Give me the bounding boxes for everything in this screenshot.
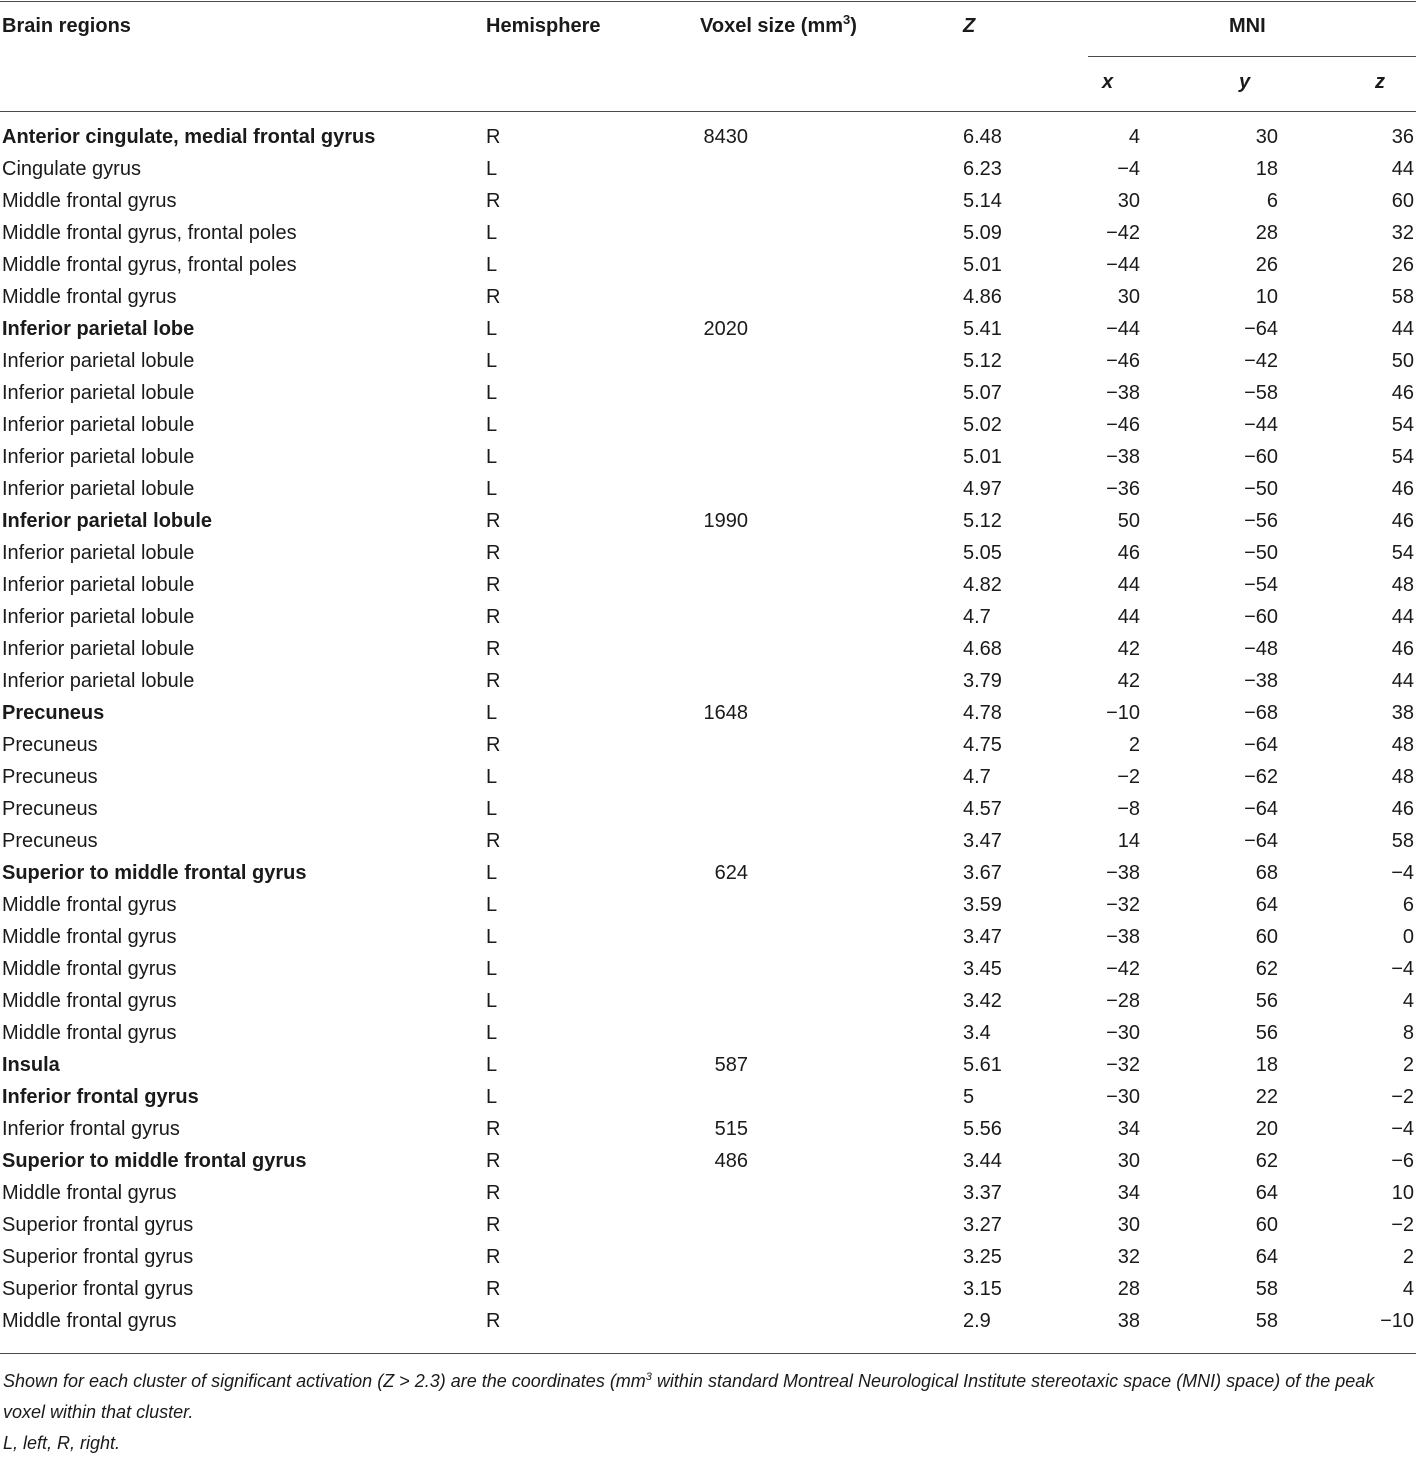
- header-y: y: [1239, 71, 1251, 93]
- header-x: x: [1102, 71, 1114, 93]
- cell-brain-region: Inferior frontal gyrus: [2, 1086, 199, 1108]
- cell-mni-z: 58: [1391, 286, 1414, 308]
- cell-mni-z: 48: [1391, 734, 1414, 756]
- cell-z-score: 4.68: [963, 638, 1002, 660]
- cell-z-score: 3.79: [963, 670, 1002, 692]
- cell-hemisphere: R: [486, 638, 501, 660]
- cell-brain-region: Cingulate gyrus: [2, 158, 141, 180]
- cell-z-score: 5.05: [963, 542, 1002, 564]
- cell-mni-z: −2: [1391, 1086, 1414, 1108]
- cell-brain-region: Superior frontal gyrus: [2, 1278, 194, 1300]
- cell-mni-y: −50: [1244, 542, 1278, 564]
- cell-z-score: 6.48: [963, 126, 1002, 148]
- cell-mni-x: −10: [1106, 702, 1140, 724]
- cell-brain-region: Inferior parietal lobule: [2, 542, 195, 564]
- cell-z-score: 4.97: [963, 478, 1002, 500]
- cell-hemisphere: R: [486, 1118, 501, 1140]
- table-row: [0, 569, 1416, 601]
- header-bottom-rule: [0, 111, 1416, 112]
- table-row: [0, 729, 1416, 761]
- table-row: [0, 153, 1416, 185]
- cell-mni-x: 14: [1117, 830, 1140, 852]
- cell-mni-x: 34: [1117, 1182, 1140, 1204]
- cell-voxel-size: 1990: [703, 510, 748, 532]
- table-body: [0, 121, 1416, 1337]
- table-row: [0, 441, 1416, 473]
- cell-mni-z: 54: [1391, 542, 1414, 564]
- cell-brain-region: Middle frontal gyrus: [2, 190, 177, 212]
- cell-hemisphere: R: [486, 190, 501, 212]
- cell-mni-x: 44: [1117, 606, 1140, 628]
- header-hemisphere: Hemisphere: [486, 15, 601, 37]
- cell-hemisphere: L: [486, 958, 498, 980]
- cell-mni-z: −10: [1380, 1310, 1414, 1332]
- cell-z-score: 4.75: [963, 734, 1002, 756]
- cell-mni-z: −2: [1391, 1214, 1414, 1236]
- cell-mni-y: 30: [1255, 126, 1278, 148]
- cell-brain-region: Precuneus: [2, 830, 98, 852]
- cell-hemisphere: R: [486, 1182, 501, 1204]
- table-row: [0, 249, 1416, 281]
- cell-mni-x: −30: [1106, 1086, 1140, 1108]
- cell-voxel-size: 486: [714, 1150, 748, 1172]
- cell-mni-y: −56: [1244, 510, 1278, 532]
- table-row: [0, 1113, 1416, 1145]
- table-row: [0, 1305, 1416, 1337]
- cell-mni-z: 32: [1391, 222, 1414, 244]
- cell-brain-region: Precuneus: [2, 734, 98, 756]
- cell-hemisphere: L: [486, 222, 498, 244]
- cell-z-score: 5: [963, 1086, 975, 1108]
- table-footnote: Shown for each cluster of significant activation (Z > 2.3) are the coordinates ($mm^3$ within standard Montreal Neurological Institute stereotaxic space (MNI) space) of the peak voxel within that cluster.: [3, 1371, 1375, 1422]
- cell-mni-y: 28: [1255, 222, 1278, 244]
- cell-mni-y: −62: [1244, 766, 1278, 788]
- cell-mni-z: 4: [1402, 1278, 1414, 1300]
- cell-mni-x: 30: [1117, 190, 1140, 212]
- cell-mni-y: 22: [1255, 1086, 1278, 1108]
- table-row: [0, 505, 1416, 537]
- cell-hemisphere: L: [486, 1086, 498, 1108]
- cell-z-score: 5.07: [963, 382, 1002, 404]
- cell-mni-x: 30: [1117, 286, 1140, 308]
- cell-hemisphere: R: [486, 574, 501, 596]
- cell-mni-z: 46: [1391, 478, 1414, 500]
- cell-mni-z: 44: [1391, 670, 1414, 692]
- cell-z-score: 5.12: [963, 350, 1002, 372]
- cell-hemisphere: R: [486, 126, 501, 148]
- cell-mni-y: −54: [1244, 574, 1278, 596]
- cell-z-score: 2.9: [963, 1310, 991, 1332]
- cell-z-score: 3.59: [963, 894, 1002, 916]
- table-row: [0, 1273, 1416, 1305]
- cell-mni-z: 2: [1402, 1246, 1414, 1268]
- cell-z-score: 3.45: [963, 958, 1002, 980]
- cell-hemisphere: L: [486, 158, 498, 180]
- cell-z-score: 5.56: [963, 1118, 1002, 1140]
- header-brain-regions: Brain regions: [2, 15, 131, 37]
- cell-hemisphere: R: [486, 1310, 501, 1332]
- cell-mni-y: 62: [1255, 958, 1278, 980]
- cell-mni-y: 58: [1255, 1278, 1278, 1300]
- cell-mni-y: −64: [1244, 830, 1278, 852]
- cell-mni-y: 58: [1255, 1310, 1278, 1332]
- cell-mni-x: −38: [1106, 382, 1140, 404]
- cell-mni-z: 0: [1402, 926, 1414, 948]
- cell-mni-x: −30: [1106, 1022, 1140, 1044]
- cell-mni-x: −2: [1117, 766, 1140, 788]
- cell-brain-region: Inferior parietal lobe: [2, 318, 195, 340]
- table-row: [0, 953, 1416, 985]
- table-row: [0, 217, 1416, 249]
- cell-z-score: 6.23: [963, 158, 1002, 180]
- cell-brain-region: Middle frontal gyrus: [2, 1182, 177, 1204]
- cell-brain-region: Middle frontal gyrus: [2, 1022, 177, 1044]
- table-row: [0, 281, 1416, 313]
- cell-mni-x: −38: [1106, 926, 1140, 948]
- cell-mni-x: 2: [1128, 734, 1140, 756]
- cell-mni-x: 32: [1117, 1246, 1140, 1268]
- cell-hemisphere: L: [486, 318, 498, 340]
- cell-z-score: 5.14: [963, 190, 1002, 212]
- cell-brain-region: Middle frontal gyrus, frontal poles: [2, 222, 297, 244]
- cell-brain-region: Inferior parietal lobule: [2, 670, 195, 692]
- cell-mni-y: 10: [1255, 286, 1278, 308]
- cell-brain-region: Inferior parietal lobule: [2, 638, 195, 660]
- cell-mni-y: −50: [1244, 478, 1278, 500]
- table-row: [0, 921, 1416, 953]
- mni-span-rule: [1088, 56, 1416, 57]
- cell-voxel-size: 515: [714, 1118, 748, 1140]
- cell-hemisphere: L: [486, 798, 498, 820]
- table-row: [0, 185, 1416, 217]
- cell-brain-region: Insula: [2, 1054, 60, 1076]
- cell-mni-z: −4: [1391, 862, 1414, 884]
- cell-mni-x: −42: [1106, 958, 1140, 980]
- cell-mni-y: 68: [1255, 862, 1278, 884]
- cell-mni-x: 30: [1117, 1150, 1140, 1172]
- cell-z-score: 5.61: [963, 1054, 1002, 1076]
- cell-mni-y: −64: [1244, 798, 1278, 820]
- cell-brain-region: Inferior parietal lobule: [2, 414, 195, 436]
- cell-hemisphere: L: [486, 894, 498, 916]
- table-row: [0, 409, 1416, 441]
- cell-hemisphere: L: [486, 1022, 498, 1044]
- cell-mni-z: 48: [1391, 766, 1414, 788]
- cell-mni-y: 18: [1255, 158, 1278, 180]
- cell-mni-x: 34: [1117, 1118, 1140, 1140]
- cell-brain-region: Middle frontal gyrus: [2, 958, 177, 980]
- cell-brain-region: Middle frontal gyrus: [2, 286, 177, 308]
- table-row: [0, 1049, 1416, 1081]
- cell-mni-z: 44: [1391, 318, 1414, 340]
- cell-mni-x: −46: [1106, 350, 1140, 372]
- table-row: [0, 761, 1416, 793]
- cell-brain-region: Inferior parietal lobule: [2, 606, 195, 628]
- cell-voxel-size: 2020: [703, 318, 748, 340]
- cell-mni-x: −8: [1117, 798, 1140, 820]
- cell-brain-region: Precuneus: [2, 798, 98, 820]
- table-row: [0, 537, 1416, 569]
- cell-z-score: 4.7: [963, 606, 991, 628]
- table-row: [0, 1209, 1416, 1241]
- cell-hemisphere: L: [486, 254, 498, 276]
- table-bottom-rule: [0, 1353, 1416, 1354]
- table-row: [0, 793, 1416, 825]
- cell-brain-region: Inferior parietal lobule: [2, 478, 195, 500]
- table-row: [0, 377, 1416, 409]
- cell-voxel-size: 8430: [703, 126, 748, 148]
- cell-z-score: 3.47: [963, 830, 1002, 852]
- cell-voxel-size: 587: [714, 1054, 748, 1076]
- cell-mni-z: 38: [1391, 702, 1414, 724]
- cell-brain-region: Inferior parietal lobule: [2, 510, 213, 532]
- cell-hemisphere: R: [486, 734, 501, 756]
- cell-mni-y: −68: [1244, 702, 1278, 724]
- table-row: [0, 601, 1416, 633]
- cell-hemisphere: L: [486, 1054, 498, 1076]
- table-row: [0, 697, 1416, 729]
- cell-z-score: 4.82: [963, 574, 1002, 596]
- cell-mni-z: 26: [1391, 254, 1414, 276]
- header-voxel-size: Voxel size $(mm^3)$: [700, 12, 857, 37]
- cell-hemisphere: R: [486, 1278, 501, 1300]
- cell-mni-z: 2: [1402, 1054, 1414, 1076]
- cell-mni-z: −4: [1391, 958, 1414, 980]
- table-top-rule: [0, 1, 1416, 2]
- cell-mni-x: −4: [1117, 158, 1140, 180]
- cell-mni-y: 26: [1255, 254, 1278, 276]
- cell-mni-z: 58: [1391, 830, 1414, 852]
- cell-z-score: 5.41: [963, 318, 1002, 340]
- cell-z-score: 5.12: [963, 510, 1002, 532]
- cell-mni-x: 42: [1117, 670, 1140, 692]
- cell-mni-y: 60: [1255, 1214, 1278, 1236]
- cell-z-score: 5.01: [963, 446, 1002, 468]
- cell-mni-x: 46: [1117, 542, 1140, 564]
- cell-z-score: 3.44: [963, 1150, 1002, 1172]
- cell-mni-z: 44: [1391, 606, 1414, 628]
- table-abbreviations: L, left, R, right.: [3, 1433, 121, 1453]
- table-row: [0, 1241, 1416, 1273]
- table-row: [0, 345, 1416, 377]
- cell-hemisphere: L: [486, 702, 498, 724]
- cell-mni-y: 62: [1255, 1150, 1278, 1172]
- cell-mni-x: 30: [1117, 1214, 1140, 1236]
- cell-mni-x: −36: [1106, 478, 1140, 500]
- cell-z-score: 4.78: [963, 702, 1002, 724]
- cell-mni-y: 64: [1255, 1246, 1278, 1268]
- cell-brain-region: Inferior parietal lobule: [2, 574, 195, 596]
- cell-hemisphere: R: [486, 1150, 501, 1172]
- cell-brain-region: Inferior frontal gyrus: [2, 1118, 180, 1140]
- cell-mni-y: −58: [1244, 382, 1278, 404]
- header-z-coordinate: z: [1375, 71, 1385, 93]
- cell-mni-x: 38: [1117, 1310, 1140, 1332]
- cell-mni-y: −38: [1244, 670, 1278, 692]
- cell-brain-region: Middle frontal gyrus: [2, 1310, 177, 1332]
- cell-brain-region: Superior to middle frontal gyrus: [2, 1150, 307, 1172]
- cell-mni-z: 54: [1391, 446, 1414, 468]
- cell-hemisphere: L: [486, 382, 498, 404]
- cell-mni-y: 56: [1255, 1022, 1278, 1044]
- cell-mni-x: −32: [1106, 894, 1140, 916]
- cell-mni-x: 44: [1117, 574, 1140, 596]
- cell-hemisphere: R: [486, 1214, 501, 1236]
- cell-brain-region: Inferior parietal lobule: [2, 446, 195, 468]
- cell-mni-x: 42: [1117, 638, 1140, 660]
- cell-hemisphere: R: [486, 286, 501, 308]
- header-mni: MNI: [1229, 15, 1266, 37]
- header-z-score: Z: [963, 15, 976, 37]
- cell-z-score: 4.7: [963, 766, 991, 788]
- cell-hemisphere: L: [486, 766, 498, 788]
- table-row: [0, 665, 1416, 697]
- cell-brain-region: Anterior cingulate, medial frontal gyrus: [2, 126, 376, 148]
- cell-mni-y: −60: [1244, 606, 1278, 628]
- cell-hemisphere: R: [486, 542, 501, 564]
- cell-z-score: 3.67: [963, 862, 1002, 884]
- cell-mni-y: 64: [1255, 1182, 1278, 1204]
- cell-mni-z: 54: [1391, 414, 1414, 436]
- cell-mni-y: 56: [1255, 990, 1278, 1012]
- cell-hemisphere: L: [486, 446, 498, 468]
- cell-hemisphere: R: [486, 1246, 501, 1268]
- cell-brain-region: Superior frontal gyrus: [2, 1246, 194, 1268]
- cell-hemisphere: L: [486, 478, 498, 500]
- table-row: [0, 313, 1416, 345]
- cell-mni-y: −44: [1244, 414, 1278, 436]
- cell-hemisphere: R: [486, 830, 501, 852]
- cell-z-score: 4.86: [963, 286, 1002, 308]
- cell-hemisphere: R: [486, 670, 501, 692]
- cell-mni-x: −46: [1106, 414, 1140, 436]
- cell-voxel-size: 1648: [703, 702, 748, 724]
- cell-mni-z: 8: [1402, 1022, 1414, 1044]
- cell-brain-region: Precuneus: [2, 766, 98, 788]
- table-row: [0, 825, 1416, 857]
- cell-hemisphere: L: [486, 990, 498, 1012]
- cell-brain-region: Middle frontal gyrus: [2, 894, 177, 916]
- cell-mni-z: 46: [1391, 510, 1414, 532]
- cell-mni-z: −4: [1391, 1118, 1414, 1140]
- cell-z-score: 5.09: [963, 222, 1002, 244]
- cell-mni-z: 6: [1402, 894, 1414, 916]
- cell-mni-x: −44: [1106, 254, 1140, 276]
- cell-voxel-size: 624: [714, 862, 748, 884]
- table-row: [0, 1081, 1416, 1113]
- cell-z-score: 5.01: [963, 254, 1002, 276]
- cell-hemisphere: L: [486, 926, 498, 948]
- cell-mni-x: 28: [1117, 1278, 1140, 1300]
- table-row: [0, 473, 1416, 505]
- cell-mni-x: −38: [1106, 862, 1140, 884]
- cell-brain-region: Middle frontal gyrus: [2, 990, 177, 1012]
- cell-z-score: 3.42: [963, 990, 1002, 1012]
- table-row: [0, 1145, 1416, 1177]
- cell-z-score: 3.27: [963, 1214, 1002, 1236]
- cell-mni-x: −28: [1106, 990, 1140, 1012]
- cell-mni-z: 48: [1391, 574, 1414, 596]
- cell-mni-y: 60: [1255, 926, 1278, 948]
- table-row: [0, 889, 1416, 921]
- cell-brain-region: Superior to middle frontal gyrus: [2, 862, 307, 884]
- cell-mni-z: 10: [1391, 1182, 1414, 1204]
- cell-brain-region: Precuneus: [2, 702, 105, 724]
- cell-hemisphere: L: [486, 350, 498, 372]
- cell-z-score: 5.02: [963, 414, 1002, 436]
- cell-hemisphere: R: [486, 510, 501, 532]
- cell-mni-y: −64: [1244, 318, 1278, 340]
- cell-mni-y: 20: [1255, 1118, 1278, 1140]
- cell-mni-y: 18: [1255, 1054, 1278, 1076]
- cell-mni-y: −60: [1244, 446, 1278, 468]
- cell-mni-z: 46: [1391, 382, 1414, 404]
- cell-brain-region: Middle frontal gyrus, frontal poles: [2, 254, 297, 276]
- cell-mni-y: −42: [1244, 350, 1278, 372]
- cell-z-score: 3.15: [963, 1278, 1002, 1300]
- cell-mni-x: −42: [1106, 222, 1140, 244]
- table-row: [0, 121, 1416, 153]
- table-row: [0, 857, 1416, 889]
- cell-mni-y: 64: [1255, 894, 1278, 916]
- table-row: [0, 633, 1416, 665]
- cell-z-score: 3.4: [963, 1022, 991, 1044]
- cell-hemisphere: L: [486, 414, 498, 436]
- cell-mni-z: 44: [1391, 158, 1414, 180]
- table-row: [0, 1177, 1416, 1209]
- cell-mni-x: −44: [1106, 318, 1140, 340]
- cell-brain-region: Inferior parietal lobule: [2, 382, 195, 404]
- cell-mni-z: 46: [1391, 638, 1414, 660]
- cell-mni-z: −6: [1391, 1150, 1414, 1172]
- cell-mni-z: 4: [1402, 990, 1414, 1012]
- cell-mni-y: −48: [1244, 638, 1278, 660]
- table-row: [0, 1017, 1416, 1049]
- cell-mni-x: −38: [1106, 446, 1140, 468]
- cell-mni-x: −32: [1106, 1054, 1140, 1076]
- cell-hemisphere: R: [486, 606, 501, 628]
- cell-mni-z: 46: [1391, 798, 1414, 820]
- cell-hemisphere: L: [486, 862, 498, 884]
- cell-mni-x: 50: [1117, 510, 1140, 532]
- cell-z-score: 3.37: [963, 1182, 1002, 1204]
- cell-brain-region: Inferior parietal lobule: [2, 350, 195, 372]
- cell-z-score: 3.25: [963, 1246, 1002, 1268]
- cell-z-score: 3.47: [963, 926, 1002, 948]
- cell-mni-z: 50: [1391, 350, 1414, 372]
- cell-mni-z: 60: [1391, 190, 1414, 212]
- cell-mni-z: 36: [1391, 126, 1414, 148]
- cell-brain-region: Middle frontal gyrus: [2, 926, 177, 948]
- table-row: [0, 985, 1416, 1017]
- cell-mni-x: 4: [1128, 126, 1140, 148]
- cell-z-score: 4.57: [963, 798, 1002, 820]
- cell-mni-y: −64: [1244, 734, 1278, 756]
- cell-brain-region: Superior frontal gyrus: [2, 1214, 194, 1236]
- cell-mni-y: 6: [1266, 190, 1278, 212]
